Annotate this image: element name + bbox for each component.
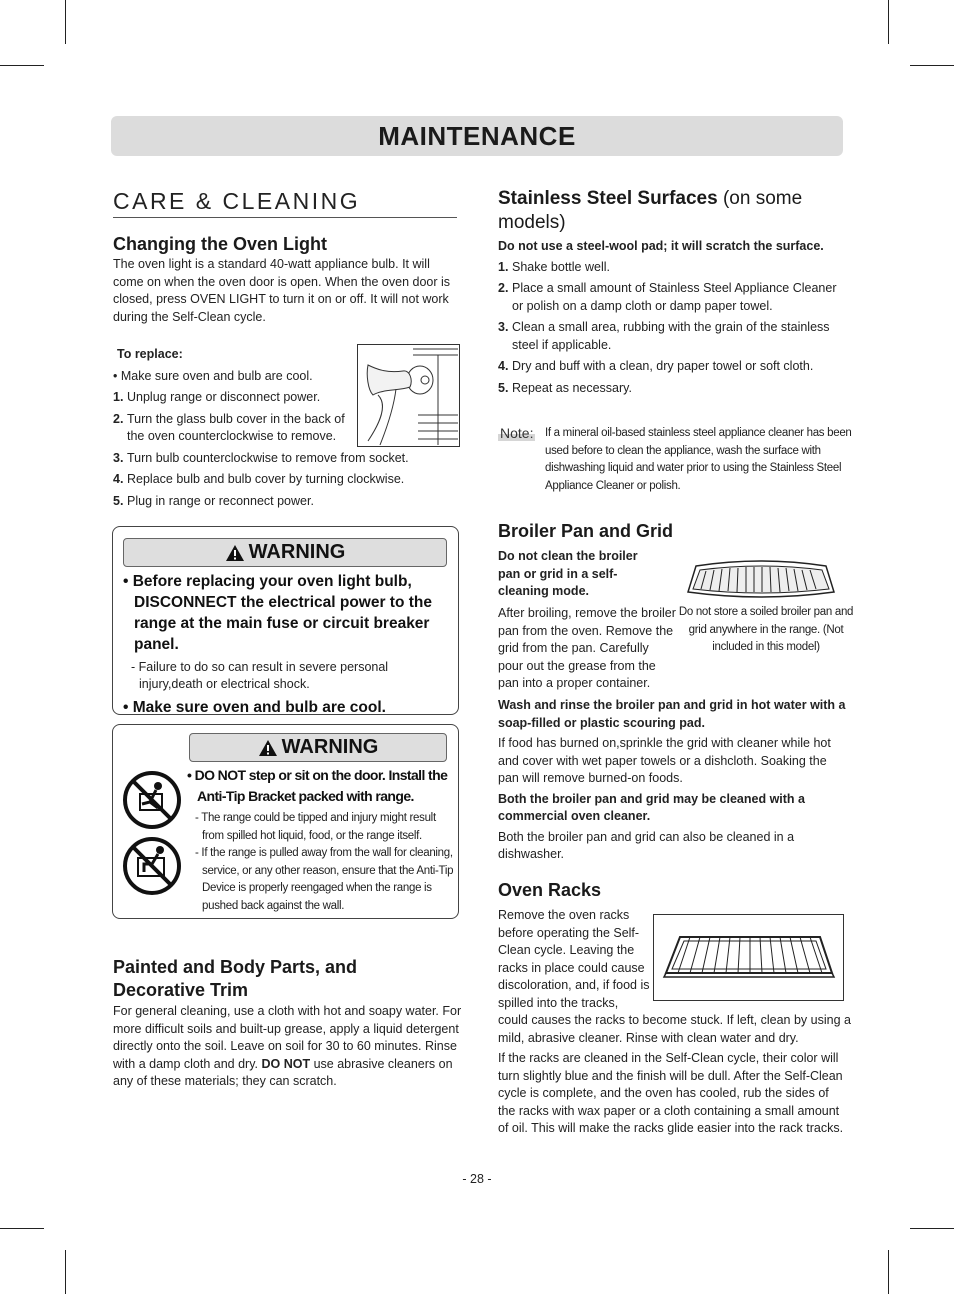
- list-item: 4. Replace bulb and bulb cover by turning clockwise.: [113, 472, 405, 486]
- section-title: CARE & CLEANING: [113, 188, 457, 218]
- cool-bullet: • Make sure oven and bulb are cool.: [113, 368, 313, 383]
- broiler-p1: After broiling, remove the broiler pan from the oven. Remove the grid from the pan. Carefully pour out the grease from the pan into a proper container.: [498, 606, 676, 690]
- oven-rack-illustration: [653, 914, 844, 1001]
- stainless-list: [498, 259, 848, 398]
- oven-racks-p1: Remove the oven racks before operating the Self-Clean cycle. Leaving the racks in place could cause discoloration, and, if food is spilled into the tracks,: [498, 908, 650, 1010]
- warning-bar: [123, 538, 447, 567]
- warning-last-text: • Make sure oven and bulb are cool.: [123, 699, 386, 716]
- warning-main-text: • Before replacing your oven light bulb, DISCONNECT the electrical power to the range at the main fuse or circuit breaker panel.: [123, 573, 432, 653]
- list-item: 2. Turn the glass bulb cover in the back of the oven counterclockwise to remove.: [113, 411, 345, 443]
- broiler-p1-block: [498, 605, 676, 693]
- oven-racks-body: [498, 1012, 854, 1138]
- painted-parts-section: [113, 956, 465, 1091]
- stainless-heading: Stainless Steel Surfaces (on some models): [498, 188, 803, 233]
- warning-bar: [189, 733, 447, 762]
- crop-mark: [910, 65, 954, 66]
- oven-light-heading: Changing the Oven Light: [113, 234, 327, 254]
- page-title: MAINTENANCE: [111, 116, 843, 156]
- broiler-pan-illustration: [686, 558, 836, 602]
- note-label: Note:: [500, 425, 534, 441]
- warning-sub-text: - Failure to do so can result in severe personal injury,death or electrical shock.: [131, 660, 389, 691]
- stainless-caution: Do not use a steel-wool pad; it will scratch the surface.: [498, 239, 824, 253]
- warning-label: WARNING: [248, 541, 346, 563]
- oven-light-illustration: [357, 344, 460, 447]
- warning-triangle-icon: [258, 739, 278, 757]
- list-item: 1. Unplug range or disconnect power.: [113, 390, 321, 404]
- broiler-b1: Wash and rinse the broiler pan and grid in hot water with a soap-filled or plastic scouring pad.: [498, 698, 846, 730]
- oven-racks-heading-block: [498, 879, 848, 902]
- warning-label: WARNING: [281, 736, 379, 758]
- oven-racks-p1-block: [498, 907, 650, 1012]
- oven-light-section: [113, 233, 461, 326]
- broiler-b2: Both the broiler pan and grid may be cleaned with a commercial oven cleaner.: [498, 791, 805, 823]
- no-sit-on-door-icon: [122, 836, 182, 896]
- warning-main-text: • DO NOT step or sit on the door. Install the Anti-Tip Bracket packed with range.: [187, 767, 448, 804]
- broiler-caption: Do not store a soiled broiler pan and grid anywhere in the range. (Not included in this model): [678, 606, 854, 653]
- list-item: 3. Turn bulb counterclockwise to remove from socket.: [113, 450, 409, 465]
- broiler-p3: Both the broiler pan and grid can also be cleaned in a dishwasher.: [498, 829, 795, 861]
- oven-racks-heading: Oven Racks: [498, 880, 602, 900]
- crop-mark: [888, 1250, 889, 1294]
- list-item: 3. Clean a small area, rubbing with the grain of the stainless steel if applicable.: [498, 320, 830, 352]
- list-item: 2. Place a small amount of Stainless Steel Appliance Cleaner or polish on a damp cloth or damp paper towel.: [498, 281, 837, 313]
- to-replace-label: To replace:: [117, 347, 183, 361]
- crop-mark: [888, 0, 889, 44]
- note-text: If a mineral oil-based stainless steel appliance cleaner has been used before to clean the appliance, wash the surface with dishwashing liquid and water prior to using the Stainless Steel Appliance Cleaner or polish.: [545, 427, 852, 492]
- stainless-section: [498, 187, 848, 401]
- warning-triangle-icon: [225, 544, 245, 562]
- painted-do-not: DO NOT: [261, 1056, 311, 1071]
- warning-sub-text: - The range could be tipped and injury might result from spilled hot liquid, food, or the range itself.: [195, 812, 436, 842]
- broiler-body: [498, 697, 848, 864]
- no-step-on-door-icon: [122, 770, 182, 830]
- warning-sub-text: - If the range is pulled away from the wall for cleaning, service, or any other reason, ensure that the Anti-Tip Device is properly reengaged when the range is pushed back against the wall.: [195, 847, 454, 912]
- crop-mark: [0, 1228, 44, 1229]
- crop-mark: [65, 0, 66, 44]
- broiler-heading: Broiler Pan and Grid: [498, 521, 674, 541]
- list-item: 5. Plug in range or reconnect power.: [113, 493, 314, 508]
- page-number: - 28 -: [462, 1172, 492, 1186]
- oven-racks-p2: If the racks are cleaned in the Self-Clean cycle, their color will turn slightly blue and the finish will be dull. After the Self-Clean cycle is complete, and the oven has cooled, rub the sides of the racks with wax paper or a cloth containing a small amount of oil. This will make the racks glide easier into the rack tracks.: [498, 1051, 844, 1135]
- painted-text-end: use abrasive cleaners on any of these materials; they can scratch.: [113, 1056, 453, 1088]
- painted-text: For general cleaning, use a cloth with hot and soapy water. For more difficult soils and built-up grease, apply a liquid detergent directly onto the soil. Leave on soil for 30 to 60 minutes. Rinse with a damp cloth and dry.: [113, 1004, 462, 1071]
- warning-box-light-bulb: [112, 526, 459, 715]
- oven-light-intro: The oven light is a standard 40-watt appliance bulb. It will come on when the oven door is open. When the oven door is closed, press OVEN LIGHT to turn it on or off. It will not work during the Self-Clean cycle.: [113, 257, 451, 324]
- painted-heading: Painted and Body Parts, and Decorative Trim: [113, 957, 358, 1000]
- crop-mark: [910, 1228, 954, 1229]
- warning-box-anti-tip: [112, 724, 459, 919]
- broiler-caution-block: [498, 548, 648, 601]
- list-item: 1. Shake bottle well.: [498, 259, 610, 274]
- broiler-caution: Do not clean the broiler pan or grid in a self-cleaning mode.: [498, 549, 638, 598]
- oven-racks-p1-cont: could causes the racks to become stuck. If left, clean by using a mild, abrasive cleaner. Rinse with clean water and dry.: [498, 1013, 851, 1045]
- crop-mark: [65, 1250, 66, 1294]
- list-item: 5. Repeat as necessary.: [498, 380, 632, 395]
- broiler-p2: If food has burned on,sprinkle the grid with cleaner while hot and cover with wet paper towels or a dishcloth. Soaking the pan will remove burned-on foods.: [498, 736, 831, 785]
- list-item: 4. Dry and buff with a clean, dry paper towel or soft cloth.: [498, 359, 814, 373]
- broiler-heading-block: [498, 520, 848, 543]
- crop-mark: [0, 65, 44, 66]
